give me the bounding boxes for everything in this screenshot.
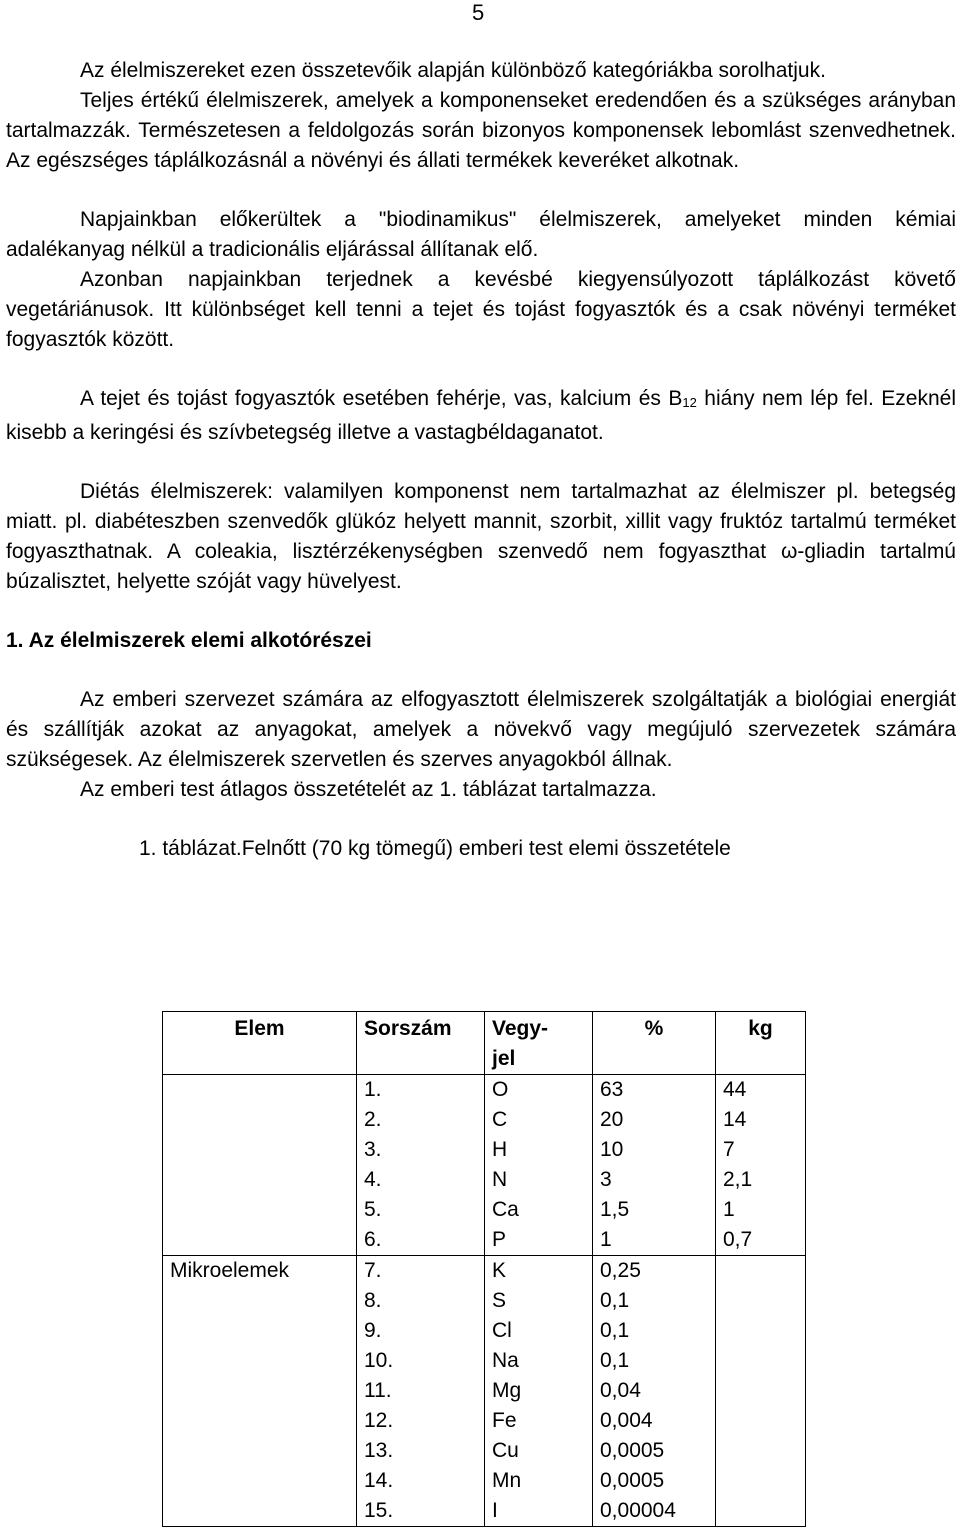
table-cell-value: I [492,1499,498,1522]
table-cell-value: K [492,1259,507,1282]
table-cell-value: 0,0005 [600,1439,665,1462]
page-number: 5 [472,0,485,25]
header-percent: % [593,1012,716,1075]
paragraph-milk-egg-a: A tejet és tojást fogyasztók esetében fehérje, vas, kalcium és B [80,387,683,410]
paragraph-human-body: Az emberi szervezet számára az elfogyasztott élelmiszerek szolgáltatják a biológiai energiát és szállítják azokat az anyagokat, amelyek a növekvő vagy megújuló szervezetek számára szükségesek. Az élelmiszerek szervetlen és szerves anyagokból állnak. [6,688,956,771]
table-cell-value: 4. [364,1168,382,1191]
cell-percent-macro [593,1075,716,1256]
table-cell-value: Ca [492,1198,519,1221]
cell-vegyjel-macro [485,1075,593,1256]
header-sorszam: Sorszám [357,1012,485,1075]
table-cell-value: 20 [600,1108,624,1131]
paragraph-diet-foods: Diétás élelmiszerek: valamilyen komponenst nem tartalmazhat az élelmiszer pl. betegség miatt. pl. diabéteszben szenvedők glükóz helyett mannit, szorbit, xillit vagy fruktóz tartalmú terméket fogyaszthatnak. A coleakia, lisztérzékenységben szenvedő nem fogyaszthat ω-gliadin tartalmú búzalisztet, helyette szóját vagy hüvelyest. [6,480,956,593]
cell-vegyjel-micro [485,1256,593,1527]
table-cell-value: Mg [492,1379,522,1402]
table-cell-value: 13. [364,1439,394,1462]
table-cell-value: 11. [364,1379,392,1402]
table-row-micro [163,1256,806,1527]
table-cell-value: 7 [723,1138,735,1161]
table-cell-value: 6. [364,1228,382,1251]
table-cell-value: 5. [364,1198,382,1221]
table-cell-value: Mn [492,1469,522,1492]
table-cell-value: 1,5 [600,1198,630,1221]
table-cell-value: 8. [364,1289,382,1312]
table-cell-value: 0,7 [723,1228,753,1251]
table-cell-value: 63 [600,1078,624,1101]
table-cell-value: Cu [492,1439,519,1462]
table-cell-value: 3. [364,1138,382,1161]
table-cell-value: C [492,1108,508,1131]
table-cell-value: 1. [364,1078,382,1101]
document-body [6,56,956,864]
table-cell-value: 0,1 [600,1289,630,1312]
table-cell-value: 0,25 [600,1259,641,1282]
paragraph-full-value-foods: Teljes értékű élelmiszerek, amelyek a komponenseket eredendően és a szükséges arányban tartalmazzák. Természetesen a feldolgozás során bizonyos komponensek lebomlást szenvedhetnek. Az egészséges táplálkozásnál a növényi és állati termékek keveréket alkotnak. [6,89,956,172]
table-cell-value: Fe [492,1409,517,1432]
cell-elem-micro: Mikroelemek [163,1256,357,1527]
table-cell-value: 1 [723,1198,735,1221]
table-cell-value: 9. [364,1319,382,1342]
cell-sorszam-micro [357,1256,485,1527]
paragraph-milk-egg [6,384,956,448]
table-cell-value: 7. [364,1259,382,1282]
table-cell-value: 15. [364,1499,394,1522]
section-heading: 1. Az élelmiszerek elemi alkotórészei [6,629,372,652]
table-header-row [163,1012,806,1075]
table-cell-value: P [492,1228,507,1251]
table-row-macro [163,1075,806,1256]
table-cell-value: 10 [600,1138,624,1161]
table-cell-value: 12. [364,1409,394,1432]
cell-kg-micro [716,1256,806,1527]
paragraph-milk-egg-b: hiány nem lép fel. Ezeknél kisebb a keringési és szívbetegség illetve a vastagbéldaganatot. [6,387,956,444]
cell-elem-macro [163,1075,357,1256]
cell-percent-micro [593,1256,716,1527]
paragraph-vegetarians: Azonban napjainkban terjednek a kevésbé kiegyensúlyozott táplálkozást követő vegetáriánusok. Itt különbséget kell tenni a tejet és tojást fogyasztók és a csak növényi terméket fogyasztók között. [6,268,956,351]
table-cell-value: N [492,1168,508,1191]
table-cell-value: 14. [364,1469,394,1492]
table-cell-value: S [492,1289,507,1312]
table-cell-value: 0,004 [600,1409,653,1432]
table-caption: 1. táblázat.Felnőtt (70 kg tömegű) emberi test elemi összetétele [139,837,731,860]
table-cell-value: 0,0005 [600,1469,665,1492]
header-vegyjel: Vegy-jel [485,1012,593,1075]
table-cell-value: 0,1 [600,1349,630,1372]
paragraph-biodynamic: Napjainkban előkerültek a "biodinamikus" élelmiszerek, amelyeket minden kémiai adalékanyag nélkül a tradicionális eljárással állítanak elő. [6,208,956,261]
table-cell-value: Cl [492,1319,512,1342]
table-cell-value: 1 [600,1228,612,1251]
element-composition-table [162,1011,806,1527]
table-cell-value: 0,04 [600,1379,641,1402]
table-cell-value: O [492,1078,509,1101]
table-cell-value: Na [492,1349,519,1372]
header-kg: kg [716,1012,806,1075]
table-cell-value: H [492,1138,508,1161]
cell-kg-macro [716,1075,806,1256]
paragraph-table-ref: Az emberi test átlagos összetételét az 1. táblázat tartalmazza. [80,778,657,801]
table-cell-value: 0,00004 [600,1499,676,1522]
table-cell-value: 0,1 [600,1319,630,1342]
table-cell-value: 3 [600,1168,612,1191]
header-elem: Elem [163,1012,357,1075]
cell-sorszam-macro [357,1075,485,1256]
subscript-12: 12 [682,395,697,410]
paragraph-categories: Az élelmiszereket ezen összetevőik alapján különböző kategóriákba sorolhatjuk. [80,59,826,82]
table-cell-value: 2,1 [723,1168,753,1191]
table-cell-value: 2. [364,1108,382,1131]
table-cell-value: 44 [723,1078,747,1101]
table-cell-value: 14 [723,1108,747,1131]
table-cell-value: 10. [364,1349,394,1372]
